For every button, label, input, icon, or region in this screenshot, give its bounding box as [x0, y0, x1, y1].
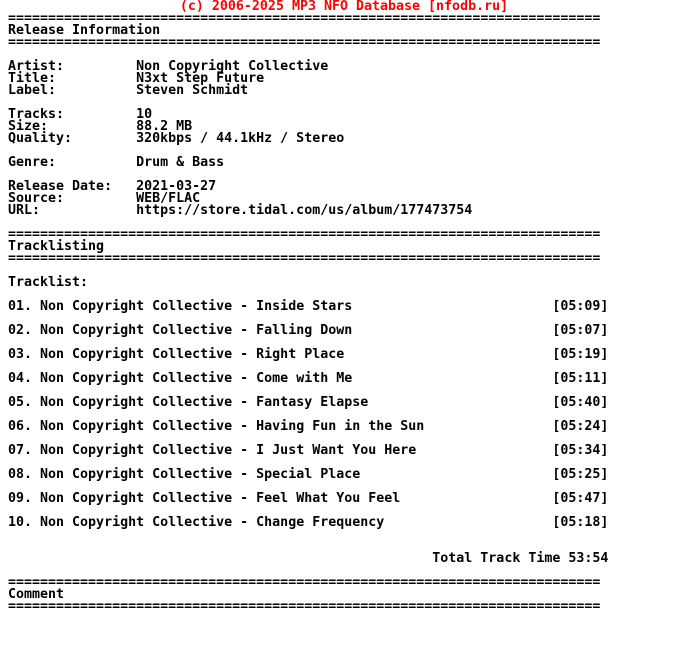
section-title-release-information: Release Information [8, 23, 161, 38]
total-track-time: Total Track Time 53:54 [432, 551, 609, 566]
track-title: 02. Non Copyright Collective - Falling Down [8, 323, 353, 338]
track-title: 09. Non Copyright Collective - Feel What You Feel [8, 491, 401, 506]
track-time: [05:18] [552, 515, 609, 530]
field-row-artist [8, 61, 680, 73]
field-label-url: URL: [8, 203, 41, 218]
track-row [8, 397, 608, 409]
field-row-release-date [8, 181, 680, 193]
track-time: [05:40] [552, 395, 609, 410]
track-time: [05:11] [552, 371, 609, 386]
separator: ========================================================================== [8, 11, 601, 26]
track-title: 10. Non Copyright Collective - Change Frequency [8, 515, 385, 530]
blank-line [8, 265, 680, 277]
field-value-genre: Drum & Bass [136, 155, 225, 170]
field-label-tracks: Tracks: [8, 107, 65, 122]
field-label-genre: Genre: [8, 155, 57, 170]
field-value-quality: 320kbps / 44.1kHz / Stereo [136, 131, 345, 146]
track-time: [05:25] [552, 467, 609, 482]
section-title-tracklisting: Tracklisting [8, 239, 105, 254]
tracklist-heading: Tracklist: [8, 275, 89, 290]
track-row [8, 421, 608, 433]
field-value-tracks: 10 [136, 107, 153, 122]
blank-line [8, 97, 680, 109]
separator: ========================================================================== [8, 251, 601, 266]
track-time: [05:07] [552, 323, 609, 338]
field-row-label [8, 85, 680, 97]
field-label-size: Size: [8, 119, 49, 134]
field-value-label: Steven Schmidt [136, 83, 249, 98]
track-row [8, 325, 608, 337]
separator: ========================================================================== [8, 599, 601, 614]
track-row [8, 469, 608, 481]
track-time: [05:19] [552, 347, 609, 362]
track-row [8, 301, 608, 313]
track-row [8, 517, 608, 529]
field-row-genre [8, 157, 680, 169]
field-value-artist: Non Copyright Collective [136, 59, 329, 74]
field-label-label: Label: [8, 83, 57, 98]
track-title: 07. Non Copyright Collective - I Just Want You Here [8, 443, 417, 458]
field-value-title: N3xt Step Future [136, 71, 265, 86]
track-row [8, 349, 608, 361]
blank-line [8, 49, 680, 61]
track-row [8, 373, 608, 385]
field-row-url [8, 205, 680, 217]
field-label-release-date: Release Date: [8, 179, 113, 194]
field-value-source: WEB/FLAC [136, 191, 201, 206]
track-time: [05:34] [552, 443, 609, 458]
track-row [8, 445, 608, 457]
track-title: 06. Non Copyright Collective - Having Fun in the Sun [8, 419, 425, 434]
track-title: 05. Non Copyright Collective - Fantasy Elapse [8, 395, 369, 410]
track-title: 04. Non Copyright Collective - Come with Me [8, 371, 353, 386]
separator: ========================================================================== [8, 227, 601, 242]
field-label-quality: Quality: [8, 131, 73, 146]
field-label-artist: Artist: [8, 59, 65, 74]
separator: ========================================================================== [8, 35, 601, 50]
track-time: [05:24] [552, 419, 609, 434]
blank-line [8, 145, 680, 157]
track-time: [05:47] [552, 491, 609, 506]
track-title: 08. Non Copyright Collective - Special Place [8, 467, 361, 482]
field-row-title [8, 73, 680, 85]
field-value-size: 88.2 MB [136, 119, 193, 134]
field-row-tracks [8, 109, 680, 121]
field-label-title: Title: [8, 71, 57, 86]
field-label-source: Source: [8, 191, 65, 206]
blank-line [8, 529, 680, 541]
field-row-quality [8, 133, 680, 145]
url-value: https://store.tidal.com/us/album/177473754 [136, 203, 473, 218]
separator: ========================================================================== [8, 575, 601, 590]
track-title: 01. Non Copyright Collective - Inside Stars [8, 299, 353, 314]
track-time: [05:09] [552, 299, 609, 314]
copyright-header: (c) 2006-2025 MP3 NFO Database [nfodb.ru] [179, 0, 509, 14]
track-row [8, 493, 608, 505]
track-title: 03. Non Copyright Collective - Right Place [8, 347, 345, 362]
field-value-release-date: 2021-03-27 [136, 179, 217, 194]
section-title-comment: Comment [8, 587, 65, 602]
